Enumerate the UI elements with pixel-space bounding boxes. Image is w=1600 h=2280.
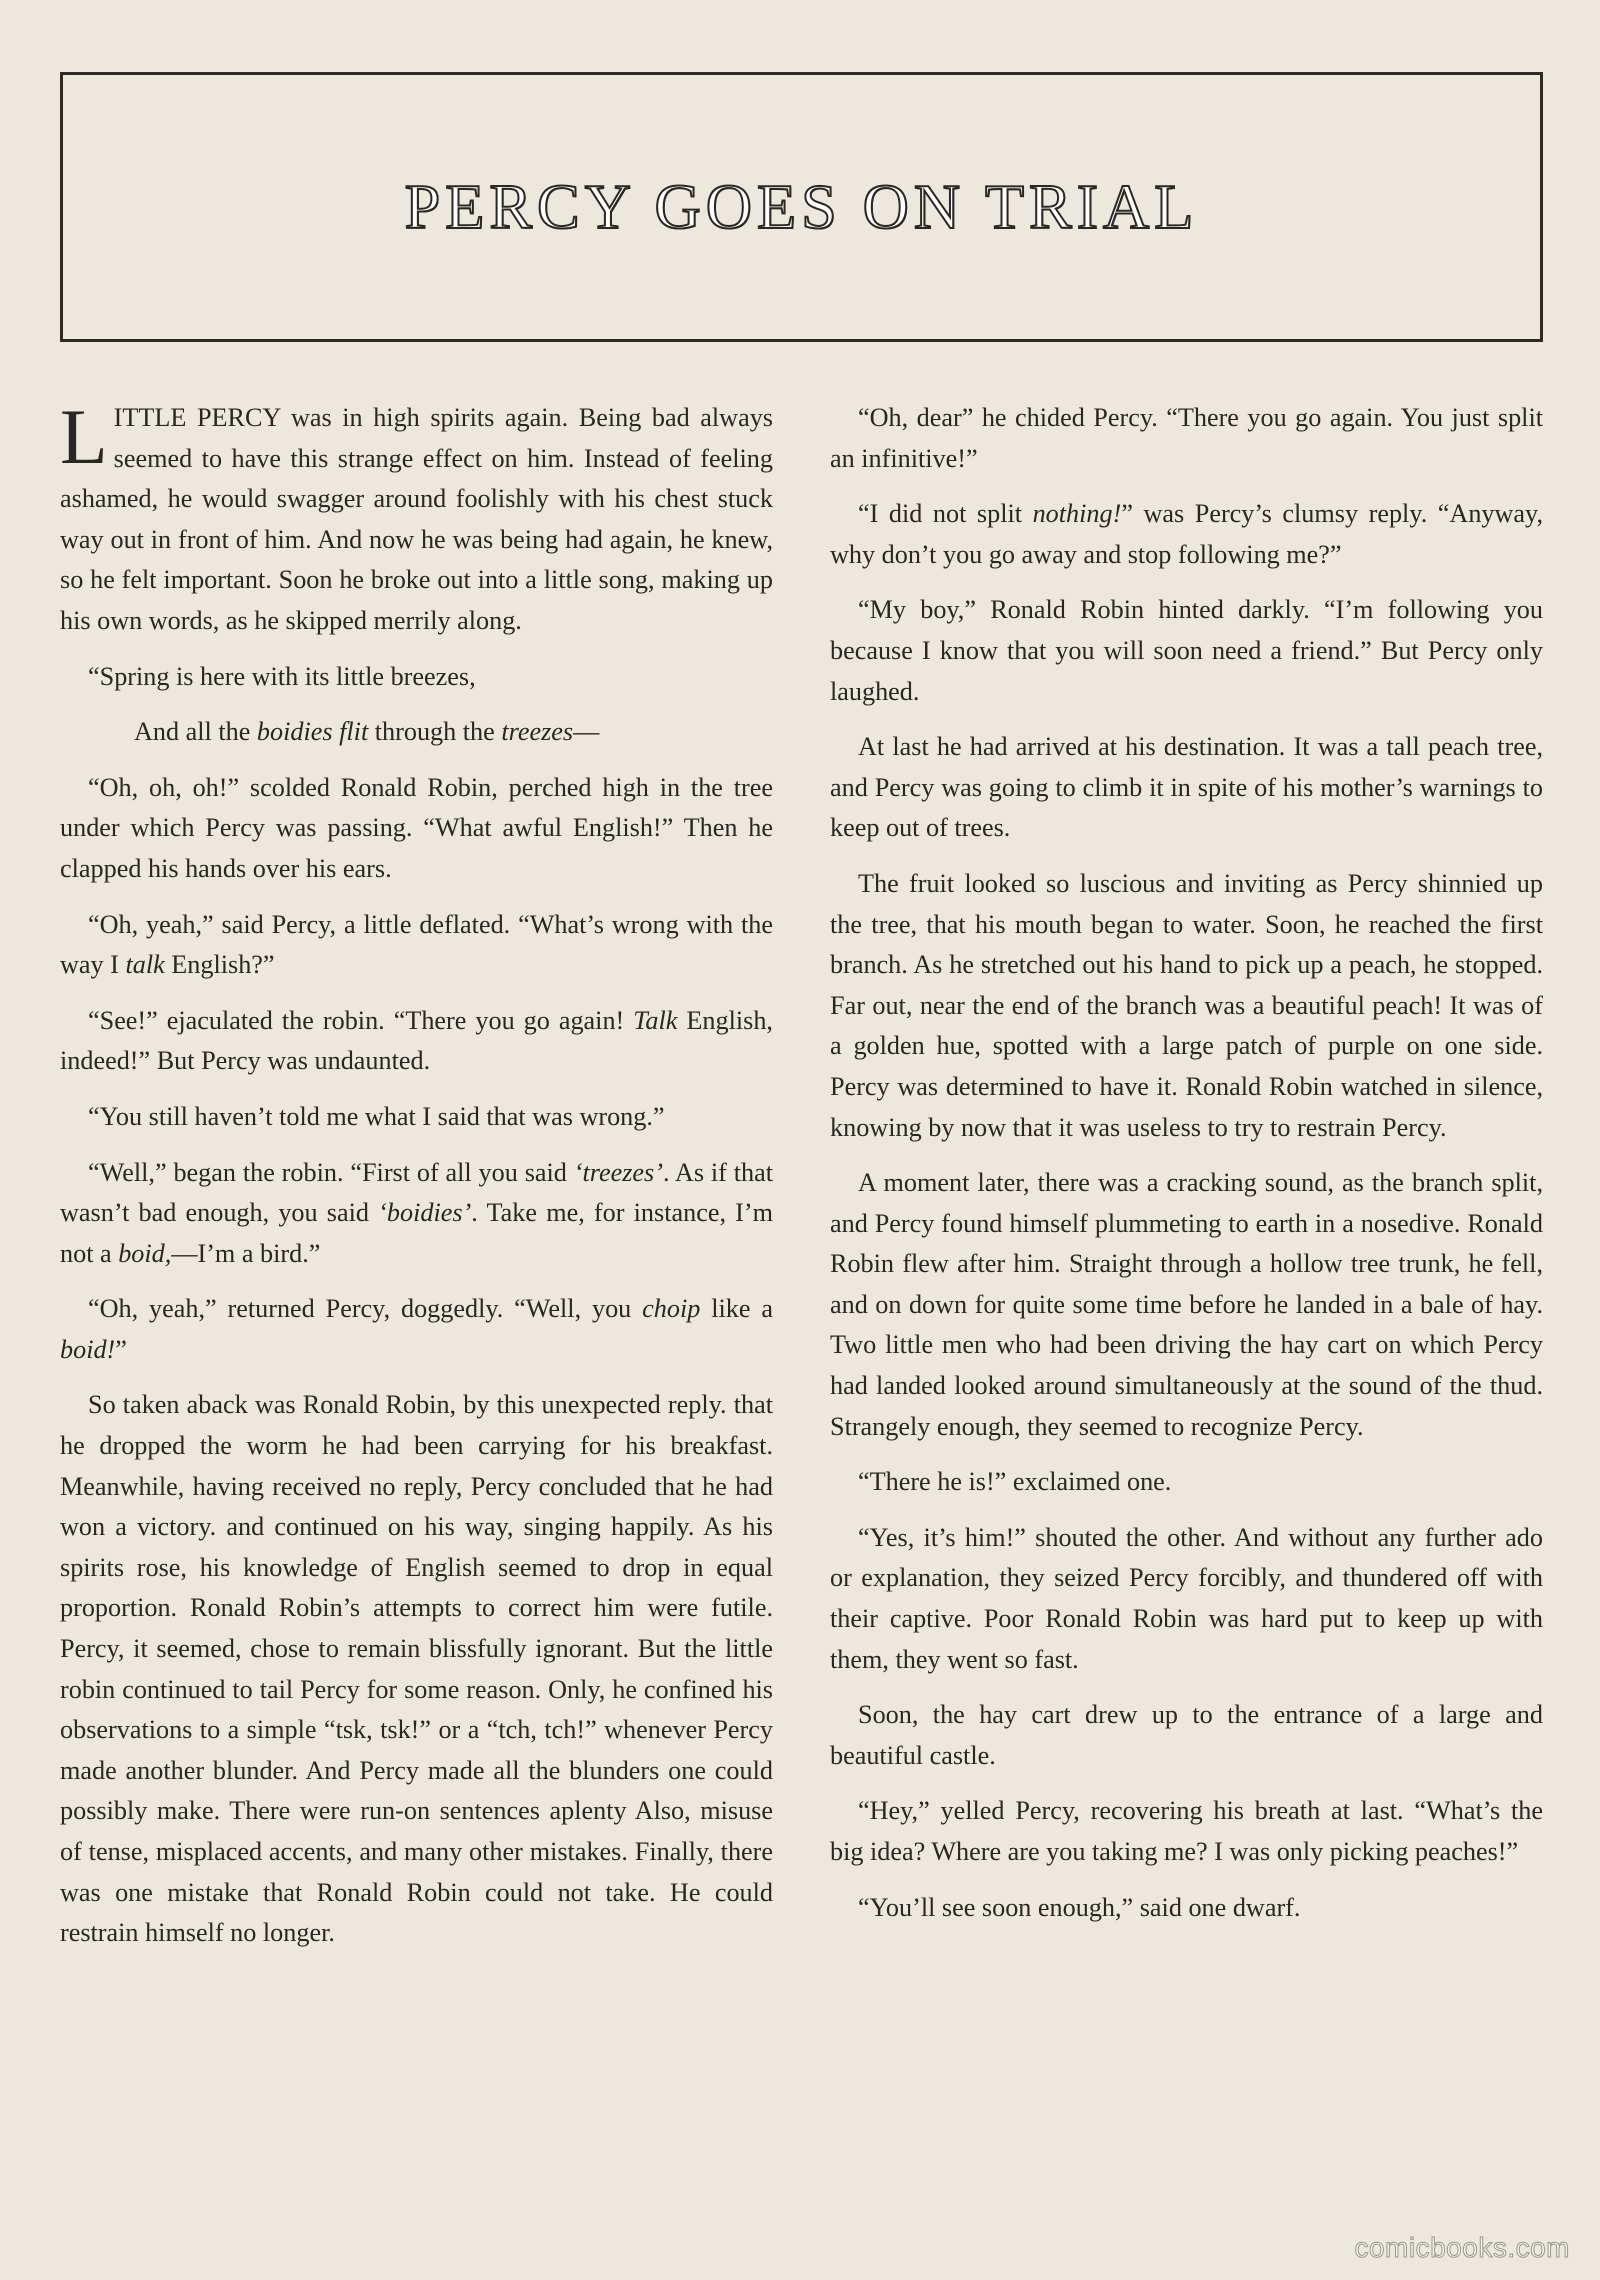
verse-text: — (573, 717, 600, 747)
verse-text: And all the (134, 717, 257, 747)
drop-cap: L (60, 393, 108, 480)
paragraph-text: English?” (164, 950, 275, 980)
paragraph (830, 494, 1543, 575)
italic-word: Talk (633, 1005, 678, 1035)
paragraph: The fruit looked so luscious and inviting as Percy shinnied up the tree, that his mouth began to water. Soon, he reached the first branch. As he stretched out his hand to pick up a peach, he stopped. Far out, near the end of the branch was a beautiful peach! It was of a golden hue, spotted with a large patch of purple on one side. Percy was determined to have it. Ronald Robin watched in silence, knowing by now that it was useless to try to restrain Percy. (830, 868, 1543, 1142)
paragraph: “You still haven’t told me what I said that was wrong.” (88, 1101, 665, 1131)
italic-word: talk (125, 950, 165, 980)
paragraph-text: ” (115, 1334, 127, 1364)
title-box (60, 72, 1543, 342)
verse-text: through the (368, 717, 502, 747)
verse-italic: boidies flit (256, 717, 369, 747)
paragraph: So taken aback was Ronald Robin, by this unexpected reply. that he dropped the worm he had been carrying for his breakfast. Meanwhile, having received no reply, Percy concluded that he had won a victory. and continued on his way, singing happily. As his spirits rose, his knowledge of English seemed to drop in equal proportion. Ronald Robin’s attempts to correct him were futile. Percy, it seemed, chose to remain blissfully ignorant. But the little robin continued to tail Percy for some reason. Only, he confined his observations to a simple “tsk, tsk!” or a “tch, tch!” whenever Percy made another blunder. And Percy made all the blunders one could possibly make. There were run-on sentences aplenty Also, misuse of tense, misplaced accents, and many other mistakes. Finally, there was one mistake that Ronald Robin could not take. He could restrain himself no longer. (60, 1390, 773, 1948)
italic-word: nothing! (1032, 499, 1122, 529)
paragraph-text: ” was Percy’s clumsy reply. “Anyway, why don’t you go away and stop following me?” (830, 499, 1543, 569)
paragraph-text: “Oh, yeah,” said Percy, a little deflated. “What’s wrong with the way I (60, 909, 773, 980)
italic-word: boid, (118, 1238, 172, 1268)
paragraph: “Oh, dear” he chided Percy. “There you go again. You just split an infinitive!” (830, 403, 1543, 473)
paragraph: “Oh, oh, oh!” scolded Ronald Robin, perched high in the tree under which Percy was passing. “What awful English!” Then he clapped his hands over his ears. (60, 772, 773, 883)
story-title: PERCY GOES ON TRIAL (404, 171, 1199, 242)
paragraph-text: —I’m a bird.” (171, 1238, 321, 1268)
italic-word: boid! (60, 1334, 116, 1364)
paragraph (60, 905, 773, 986)
paragraph: “You’ll see soon enough,” said one dwarf. (858, 1892, 1301, 1922)
italic-word: ‘boidies’ (378, 1198, 472, 1228)
paragraph: “There he is!” exclaimed one. (858, 1467, 1172, 1497)
left-column (60, 393, 773, 1969)
paragraph: “Yes, it’s him!” shouted the other. And without any further ado or explanation, they seized Percy forcibly, and thundered off with their captive. Poor Ronald Robin was hard put to keep up with them, they went so fast. (830, 1522, 1543, 1674)
site-watermark: comicbooks.com (1354, 2232, 1570, 2263)
italic-word: choip (642, 1294, 701, 1324)
paragraph: Soon, the hay cart drew up to the entrance of a large and beautiful castle. (830, 1700, 1543, 1770)
italic-word: ‘treezes’ (573, 1157, 663, 1187)
verse-italic: treezes (501, 717, 574, 747)
paragraph-text: “Oh, yeah,” returned Percy, doggedly. “Well, you (88, 1294, 643, 1324)
song-verse-1: “Spring is here with its little breezes, (88, 661, 476, 691)
paragraph: “My boy,” Ronald Robin hinted darkly. “I’m following you because I know that you will soon need a friend.” But Percy only laughed. (830, 595, 1543, 706)
paragraph-text: “Well,” began the robin. “First of all you said (88, 1157, 574, 1187)
paragraph: A moment later, there was a cracking sound, as the branch split, and Percy found himself plummeting to earth in a nosedive. Ronald Robin flew after him. Straight through a hollow tree trunk, he fell, and on down for quite some time before he landed in a bale of hay. Two little men who had been driving the hay cart on which Percy had landed looked around simultaneously at the sound of the thud. Strangely enough, they seemed to recognize Percy. (830, 1168, 1543, 1441)
paragraph-text: “See!” ejaculated the robin. “There you go again! (88, 1005, 634, 1035)
paragraph-opening (60, 393, 773, 642)
right-column (830, 398, 1543, 1943)
paragraph (60, 1289, 773, 1370)
song-verse-2 (60, 712, 773, 753)
paragraph (60, 1153, 773, 1275)
paragraph: At last he had arrived at his destination. It was a tall peach tree, and Percy was going to climb it in spite of his mother’s warnings to keep out of trees. (830, 732, 1543, 843)
paragraph (60, 1001, 773, 1082)
paragraph: “Hey,” yelled Percy, recovering his breath at last. “What’s the big idea? Where are you taking me? I was only picking peaches!” (830, 1796, 1543, 1866)
paragraph-text: “I did not split (858, 499, 1033, 529)
paragraph-text: . As if that wasn’t bad enough, you said (60, 1157, 773, 1228)
paragraph-text: English, indeed!” But Percy was undaunted. (60, 1005, 773, 1076)
paragraph-text: . Take me, for instance, I’m not a (60, 1198, 773, 1268)
paragraph-text: like a (700, 1294, 773, 1324)
paragraph-text: ITTLE PERCY was in high spirits again. Being bad always seemed to have this strange effect on him. Instead of feeling ashamed, he would swagger around foolishly with his chest stuck way out in front of him. And now he was being had again, he knew, so he felt important. Soon he broke out into a little song, making up his own words, as he skipped merrily along. (60, 403, 773, 635)
